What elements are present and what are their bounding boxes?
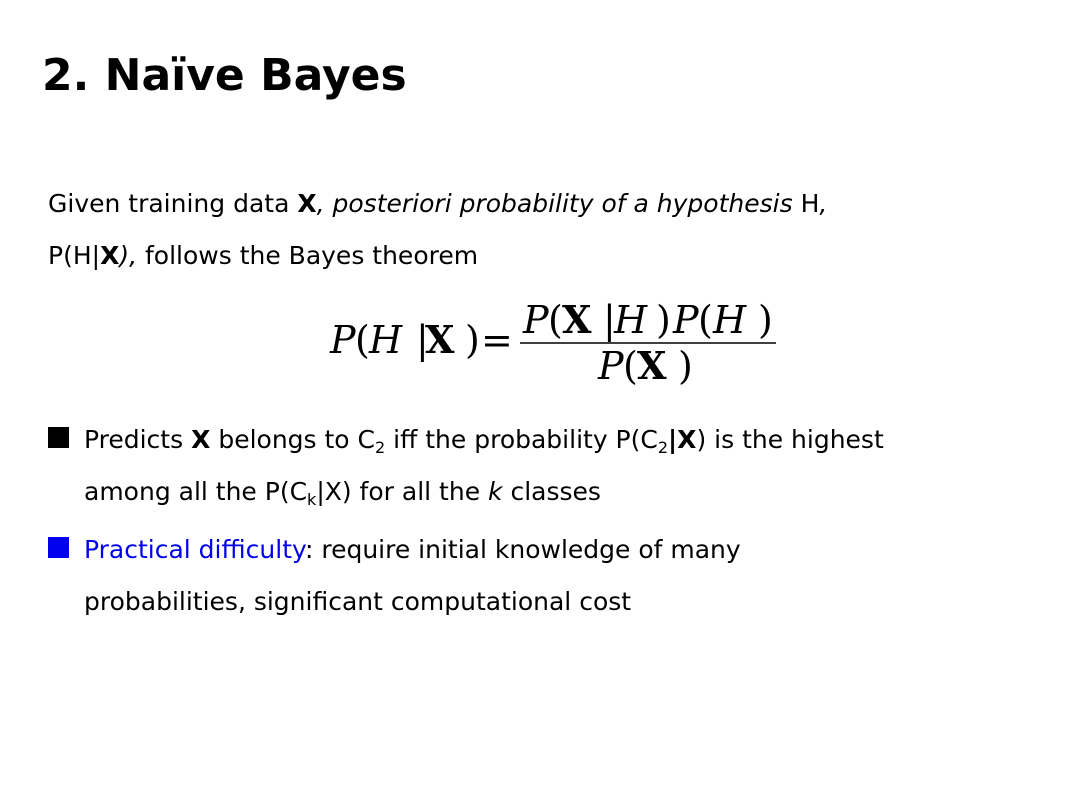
- intro-text: follows the Bayes theorem: [137, 241, 479, 270]
- bullet-text: ) is the highest: [696, 425, 884, 454]
- square-bullet-icon: [48, 537, 69, 558]
- formula-num-open1: (: [548, 298, 563, 342]
- formula-equals: =: [481, 318, 513, 362]
- intro-text: H: [800, 189, 820, 218]
- bullet-2-line-1: [48, 530, 1048, 582]
- bullet-bold-x: X: [677, 425, 697, 454]
- intro-text: ),: [119, 241, 138, 270]
- intro-line-1: [48, 184, 1048, 236]
- formula-lhs-h: H: [369, 318, 403, 362]
- intro-line-2: [48, 236, 1048, 288]
- bullet-1-line-2: [48, 472, 1048, 524]
- slide-title: 2. Naïve Bayes: [42, 50, 407, 101]
- bullet-text: Predicts: [84, 425, 192, 454]
- formula-lhs-bar: |: [416, 318, 429, 362]
- bullet-item-2: [48, 530, 1048, 634]
- bullet-bold-x: X: [191, 425, 211, 454]
- formula-num-h1: H: [614, 298, 648, 342]
- bayes-formula: [0, 296, 1080, 396]
- formula-den-p: P: [598, 344, 624, 388]
- subscript: 2: [657, 438, 669, 457]
- intro-text: Given training data: [48, 189, 298, 218]
- formula-den-open: (: [623, 344, 638, 388]
- bullet-2-line-2: [48, 582, 1048, 634]
- bullet-italic-k: k: [488, 477, 503, 506]
- formula-num-open2: (: [698, 298, 713, 342]
- intro-bold-x: X: [100, 241, 120, 270]
- bullet-text: classes: [502, 477, 601, 506]
- formula-den-x: X: [637, 343, 667, 388]
- bullet-text: probabilities, significant computational cost: [84, 587, 632, 616]
- square-bullet-icon: [48, 427, 69, 448]
- bullet-text: |X) for all the: [316, 477, 489, 506]
- formula-num-p1: P: [523, 298, 549, 342]
- intro-italic-text: , posteriori probability of a hypothesis: [316, 189, 801, 218]
- formula-num-x: X: [562, 297, 592, 342]
- formula-lhs-p: P: [330, 318, 356, 362]
- intro-text: P(H|: [48, 241, 101, 270]
- bullet-text: : require initial knowledge of many: [304, 535, 741, 564]
- formula-lhs-open: (: [355, 318, 370, 362]
- formula-den-close: ): [678, 344, 693, 388]
- bullet-text: among all the P(C: [84, 477, 308, 506]
- practical-difficulty-text: Practical difficulty: [84, 535, 305, 564]
- formula-num-bar: |: [603, 298, 616, 342]
- formula-num-close1: ): [656, 298, 671, 342]
- subscript: 2: [375, 438, 386, 457]
- intro-text: ,: [819, 189, 828, 218]
- formula-lhs-close: ): [465, 318, 480, 362]
- formula-num-close2: ): [758, 298, 773, 342]
- bayes-formula-svg: [0, 296, 1080, 396]
- bullet-text: iff the probability P(C: [385, 425, 658, 454]
- formula-num-p2: P: [673, 298, 699, 342]
- intro-paragraph: [48, 184, 1048, 288]
- intro-bold-x: X: [297, 189, 317, 218]
- subscript: k: [307, 490, 317, 509]
- formula-lhs-x: X: [425, 317, 455, 362]
- bullet-bold-bar: |: [668, 425, 678, 454]
- formula-num-h2: H: [713, 298, 747, 342]
- bullet-item-1: [48, 420, 1048, 524]
- bullet-1-line-1: [48, 420, 1048, 472]
- bullet-text: belongs to C: [210, 425, 375, 454]
